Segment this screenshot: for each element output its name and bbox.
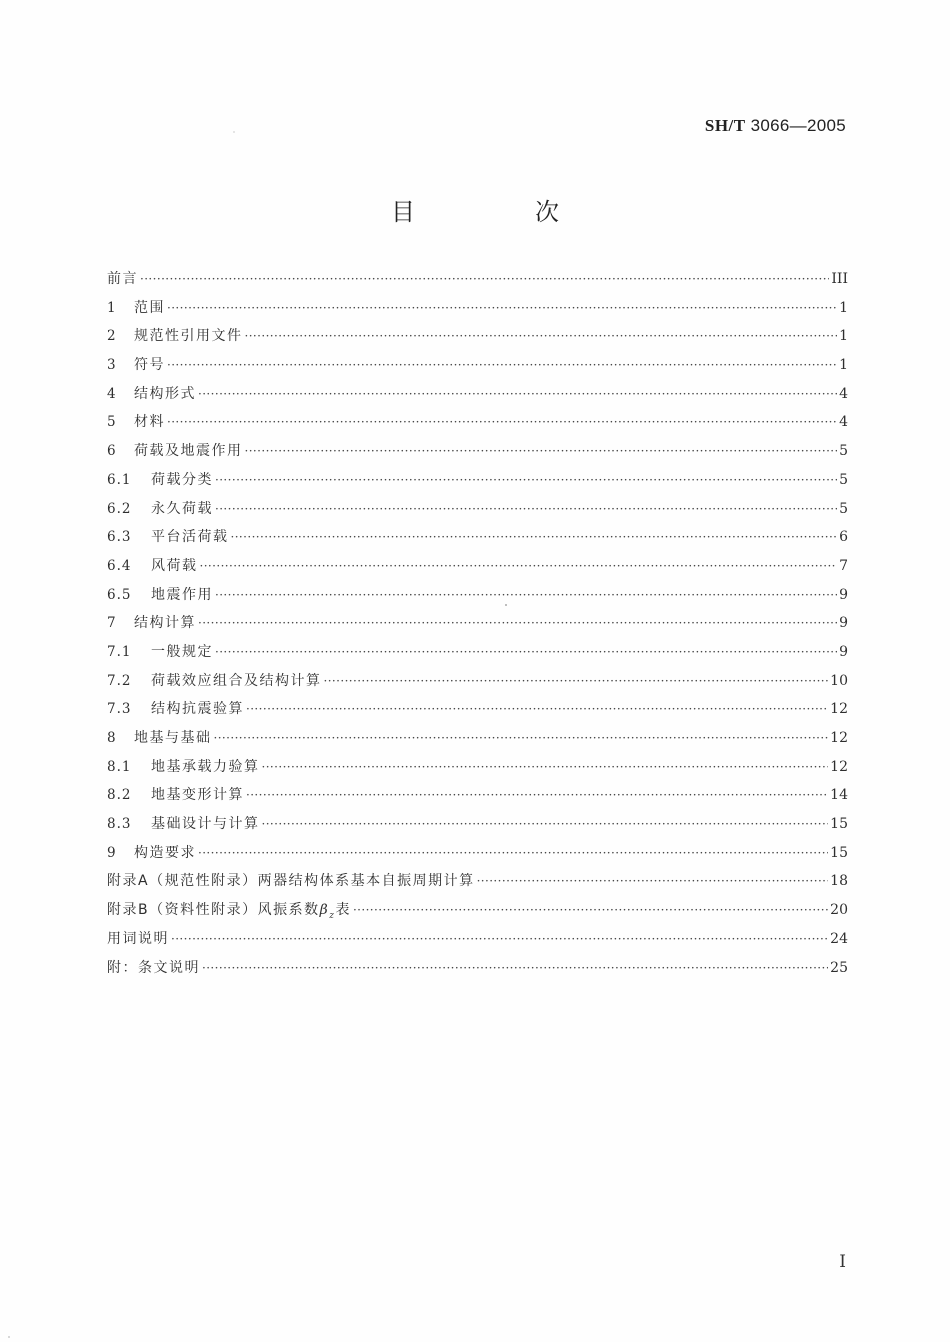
toc-entry[interactable]: [107, 727, 848, 756]
toc-entry-label: 地基变形计算: [151, 787, 244, 804]
toc-entry-page: 7: [839, 557, 848, 574]
scan-speck: [8, 1336, 10, 1338]
toc-entry[interactable]: [107, 784, 848, 813]
page-number: I: [839, 1252, 846, 1272]
toc-dot-leader: [202, 961, 828, 975]
toc-entry-label: 用词说明: [107, 930, 169, 947]
toc-dot-leader: [477, 874, 829, 888]
toc-entry-page: 4: [839, 414, 848, 431]
toc-entry-number: 9: [107, 844, 117, 861]
toc-entry-label: 构造要求: [134, 844, 196, 861]
toc-entry-label: 地震作用: [151, 586, 213, 603]
toc-entry[interactable]: [107, 842, 848, 871]
toc-entry[interactable]: [107, 670, 848, 699]
toc-entry-label: 结构计算: [134, 615, 196, 632]
toc-entry-label: 附：条文说明: [107, 959, 200, 976]
toc-entry-page: 1: [839, 357, 848, 374]
toc-entry-label: 结构形式: [134, 385, 196, 402]
toc-entry[interactable]: [107, 584, 848, 613]
toc-entry-number: 5: [107, 414, 117, 431]
toc-entry[interactable]: [107, 928, 848, 957]
toc-entry[interactable]: [107, 555, 848, 584]
toc-dot-leader: [215, 645, 837, 659]
toc-entry-number: 7.2: [107, 672, 132, 689]
toc-entry-page: 9: [839, 643, 848, 660]
toc-entry-number: 8.2: [107, 787, 132, 804]
toc-entry[interactable]: [107, 870, 848, 899]
toc-dot-leader: [198, 846, 828, 860]
toc-entry-label: 规范性引用文件: [134, 328, 243, 345]
toc-entry-label: 地基承载力验算: [151, 758, 260, 775]
toc-dot-leader: [214, 731, 829, 745]
page-title: 目 次: [391, 198, 607, 226]
toc-entry-page: 1: [839, 299, 848, 316]
toc-dot-leader: [167, 358, 837, 372]
toc-entry-label: 基础设计与计算: [151, 816, 260, 833]
toc-entry-page: 12: [830, 758, 848, 775]
toc-entry-page: 15: [830, 816, 848, 833]
toc-entry[interactable]: [107, 756, 848, 785]
toc-entry-page: 5: [839, 471, 848, 488]
toc-entry-page: 25: [830, 959, 848, 976]
toc-entry-page: 24: [830, 930, 848, 947]
toc-dot-leader: [215, 502, 837, 516]
scan-speck: [233, 131, 235, 133]
toc-entry-page: 12: [830, 730, 848, 746]
toc-entry-label: 符号: [134, 357, 165, 374]
toc-entry[interactable]: [107, 268, 848, 297]
toc-entry[interactable]: [107, 612, 848, 641]
toc-dot-leader: [353, 903, 828, 917]
toc-entry-label: 平台活荷载: [151, 529, 229, 546]
toc-entry-page: 18: [830, 873, 848, 890]
toc-entry-label: 范围: [134, 299, 165, 316]
toc-entry-label: 荷载分类: [151, 471, 213, 488]
toc-dot-leader: [262, 817, 829, 831]
toc-entry-page: 9: [839, 615, 848, 632]
toc-dot-leader: [140, 272, 829, 286]
toc-entry-number: 6.3: [107, 529, 132, 546]
toc-entry[interactable]: [107, 957, 848, 986]
toc-entry[interactable]: [107, 813, 848, 842]
toc-dot-leader: [245, 329, 838, 343]
toc-dot-leader: [171, 932, 828, 946]
toc-entry-number: 3: [107, 357, 117, 374]
toc-entry[interactable]: [107, 469, 848, 498]
standard-code: [705, 116, 846, 136]
toc-dot-leader: [198, 387, 837, 401]
toc-entry[interactable]: [107, 498, 848, 527]
toc-entry-label: 荷载效应组合及结构计算: [151, 672, 322, 689]
toc-entry-number: 6.4: [107, 557, 132, 574]
toc-entry[interactable]: [107, 641, 848, 670]
toc-entry-page: 20: [830, 902, 848, 919]
toc-entry[interactable]: [107, 297, 848, 326]
table-of-contents: [107, 268, 848, 985]
toc-entry-label: 前言: [107, 271, 138, 287]
toc-entry[interactable]: [107, 698, 848, 727]
toc-dot-leader: [246, 788, 828, 802]
toc-entry-number: 1: [107, 299, 117, 316]
toc-entry-label: 荷载及地震作用: [134, 443, 243, 460]
toc-entry-label: 结构抗震验算: [151, 701, 244, 718]
toc-entry-label: 风荷载: [151, 557, 198, 574]
toc-entry-page: 14: [830, 787, 848, 804]
toc-entry-label: 地基与基础: [134, 730, 212, 746]
toc-entry-number: 7: [107, 615, 117, 632]
toc-dot-leader: [246, 702, 828, 716]
toc-dot-leader: [231, 530, 838, 544]
toc-entry-label: 附录A（规范性附录）两器结构体系基本自振周期计算: [107, 873, 475, 890]
standard-prefix: SH/T: [704, 116, 746, 135]
scan-speck: [505, 604, 507, 606]
toc-entry-page: 12: [830, 701, 848, 718]
toc-dot-leader: [262, 760, 829, 774]
toc-entry[interactable]: [107, 354, 848, 383]
toc-entry[interactable]: [107, 383, 848, 412]
toc-entry-number: 8: [107, 730, 117, 746]
toc-entry-page: III: [831, 271, 848, 287]
beta-z-symbol: $\beta_z$: [319, 902, 336, 921]
toc-dot-leader: [200, 559, 838, 573]
toc-entry-number: 8.3: [107, 816, 132, 833]
toc-entry-number: 7.1: [107, 643, 132, 660]
toc-entry-page: 6: [839, 529, 848, 546]
toc-entry-page: 5: [839, 443, 848, 460]
toc-entry-page: 5: [839, 500, 848, 517]
toc-entry[interactable]: [107, 899, 848, 928]
toc-dot-leader: [215, 588, 837, 602]
toc-entry-page: 9: [839, 586, 848, 603]
toc-entry-number: 6: [107, 443, 117, 460]
toc-entry-number: 4: [107, 385, 117, 402]
toc-entry-number: 6.5: [107, 586, 132, 603]
toc-entry-page: 15: [830, 844, 848, 861]
toc-entry-number: 6.1: [107, 471, 132, 488]
toc-entry-number: 2: [107, 328, 117, 345]
toc-entry-number: 8.1: [107, 758, 132, 775]
toc-dot-leader: [167, 415, 837, 429]
toc-entry[interactable]: [107, 526, 848, 555]
toc-entry-page: 1: [839, 328, 848, 345]
toc-entry-number: 6.2: [107, 500, 132, 517]
toc-entry[interactable]: [107, 411, 848, 440]
toc-entry-page: 4: [839, 385, 848, 402]
toc-entry-label: 一般规定: [151, 643, 213, 660]
toc-entry-number: 7.3: [107, 701, 132, 718]
toc-dot-leader: [245, 444, 838, 458]
toc-entry[interactable]: [107, 440, 848, 469]
toc-dot-leader: [324, 674, 829, 688]
standard-number: 3066—2005: [750, 116, 846, 135]
toc-entry-label: 永久荷载: [151, 500, 213, 517]
toc-dot-leader: [167, 301, 837, 315]
toc-entry-label: 材料: [134, 414, 165, 431]
toc-entry-page: 10: [830, 672, 848, 689]
toc-entry-label: 附录B（资料性附录）风振系数$\beta_z$表: [107, 902, 351, 921]
toc-dot-leader: [198, 616, 837, 630]
toc-entry[interactable]: [107, 325, 848, 354]
toc-dot-leader: [215, 473, 837, 487]
